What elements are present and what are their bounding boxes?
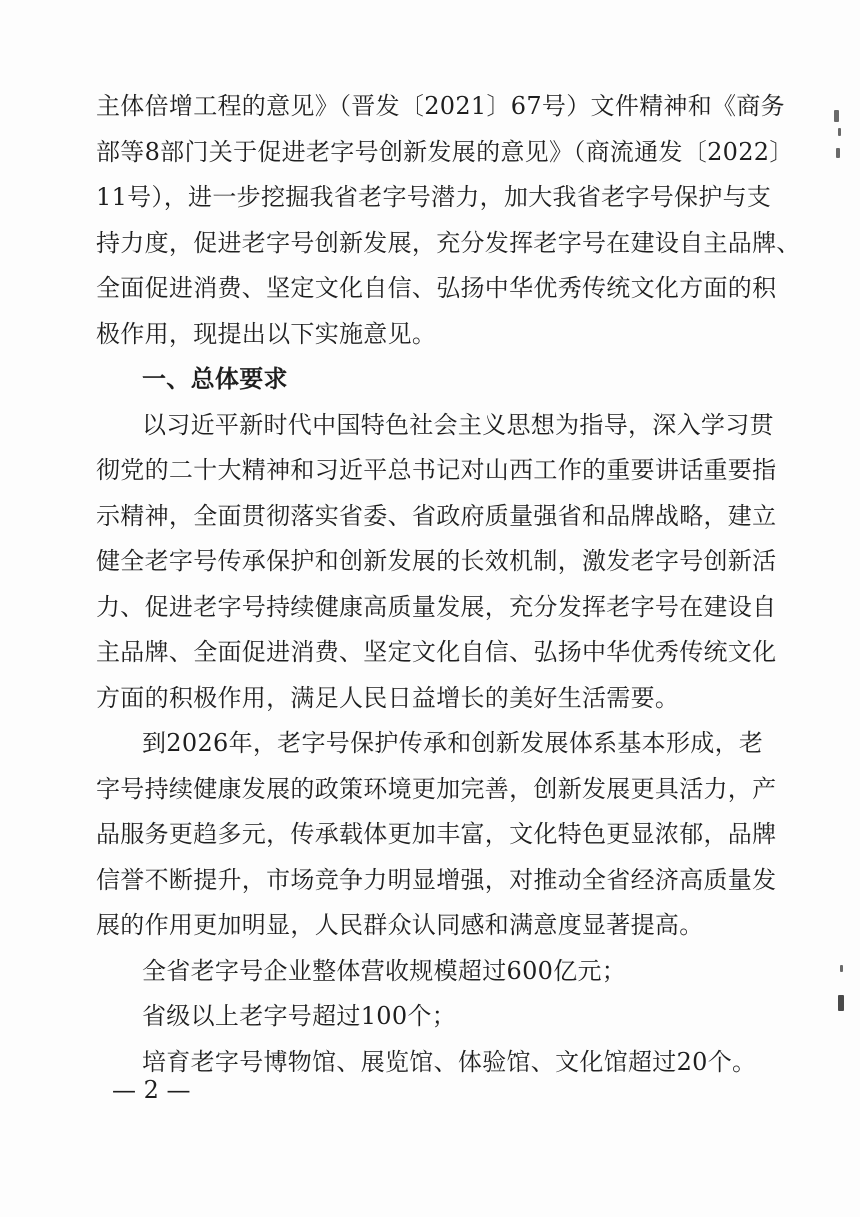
scan-artifact (836, 148, 840, 158)
text-line: 健全老字号传承保护和创新发展的长效机制，激发老字号创新活 (96, 547, 777, 575)
text-line: 彻党的二十大精神和习近平总书记对山西工作的重要讲话重要指 (96, 456, 777, 484)
text-line: 11号），进一步挖掘我省老字号潜力，加大我省老字号保护与支 (96, 183, 772, 211)
text-line: 方面的积极作用，满足人民日益增长的美好生活需要。 (96, 683, 680, 712)
text-line: 到2026年，老字号保护传承和创新发展体系基本形成，老 (142, 729, 764, 757)
target-item: 省级以上老字号超过100个； (142, 1002, 457, 1030)
scan-artifact (840, 965, 843, 972)
scan-artifact (838, 128, 841, 136)
text-line: 信誉不断提升，市场竞争力明显增强，对推动全省经济高质量发 (96, 865, 777, 894)
target-item: 全省老字号企业整体营收规模超过600亿元； (142, 956, 627, 985)
text-line: 示精神，全面贯彻落实省委、省政府质量强省和品牌战略，建立 (96, 501, 777, 530)
text-line: 极作用，现提出以下实施意见。 (96, 319, 437, 348)
section-heading: 一、总体要求 (142, 365, 288, 393)
text-line: 字号持续健康发展的政策环境更加完善，创新发展更具活力，产 (96, 774, 777, 803)
text-line: 以习近平新时代中国特色社会主义思想为指导，深入学习贯 (142, 410, 774, 439)
text-line: 持力度，促进老字号创新发展，充分发挥老字号在建设自主品牌、 (96, 228, 801, 257)
page-number: — 2 — (112, 1076, 191, 1104)
text-line: 展的作用更加明显，人民群众认同感和满意度显著提高。 (96, 911, 704, 939)
text-line: 力、促进老字号持续健康高质量发展，充分发挥老字号在建设自 (96, 592, 777, 621)
text-line: 部等8部门关于促进老字号创新发展的意见》（商流通发〔2022〕 (96, 137, 794, 166)
text-line: 主体倍增工程的意见》（晋发〔2021〕67号）文件精神和《商务 (96, 92, 785, 120)
text-line: 全面促进消费、坚定文化自信、弘扬中华优秀传统文化方面的积 (96, 274, 777, 302)
document-body (96, 84, 801, 1085)
text-line: 主品牌、全面促进消费、坚定文化自信、弘扬中华优秀传统文化 (96, 638, 777, 666)
scan-artifact (834, 110, 839, 122)
text-line: 品服务更趋多元，传承载体更加丰富，文化特色更显浓郁，品牌 (96, 820, 777, 848)
scan-artifact (838, 995, 844, 1011)
target-item: 培育老字号博物馆、展览馆、体验馆、文化馆超过20个。 (142, 1047, 757, 1076)
